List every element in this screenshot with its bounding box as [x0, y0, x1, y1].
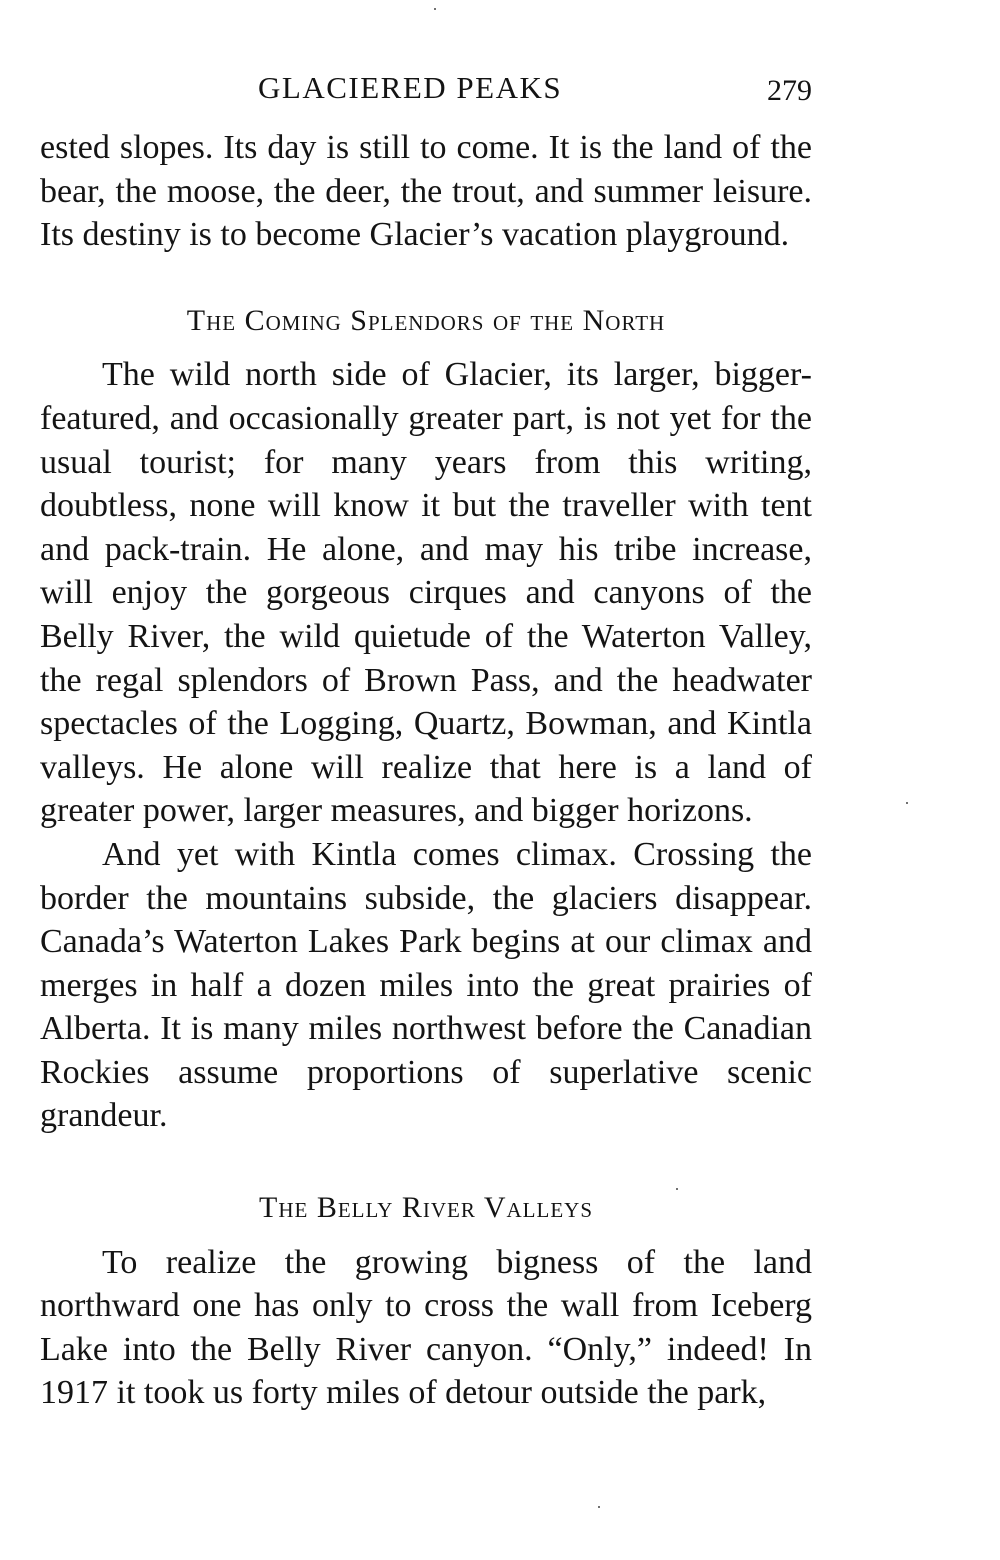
paper-speck — [434, 8, 436, 10]
paragraph-north-side: The wild north side of Glacier, its larger, bigger-featured, and occasionally greater part, is not yet for the usual tourist; for many years from this writing, doubtless, none will know it but the traveller with tent and pack-train. He alone, and may his tribe increase, will enjoy the gorgeous cirques and canyons of the Belly River, the wild quietude of the Waterton Valley, the regal splendors of Brown Pass, and the headwater spectacles of the Logging, Quartz, Bowman, and Kintla valleys. He alone will realize that here is a land of greater power, larger measures, and bigger horizons. — [40, 356, 812, 830]
paragraph-belly-river: To realize the growing bigness of the land northward one has only to cross the wall from Iceberg Lake into the Belly River canyon. “Only,” indeed! In 1917 it took us forty miles of detour outside the park, — [40, 1243, 812, 1412]
page-number: 279 — [767, 74, 812, 107]
running-head — [40, 70, 812, 110]
section-heading-coming-splendors: The Coming Splendors of the North — [186, 303, 666, 337]
body-text — [40, 126, 812, 1415]
section-heading-belly-river: The Belly River Valleys — [259, 1191, 593, 1225]
paper-speck — [598, 1506, 600, 1508]
paragraph-kintla-climax: And yet with Kintla comes climax. Crossing the border the mountains subside, the glaciers disappear. Canada’s Waterton Lakes Park begins at our climax and merges in half a dozen miles into the great prairies of Alberta. It is many miles northwest before the Canadian Rockies assume proportions of superlative scenic grandeur. — [40, 835, 812, 1135]
paper-speck — [676, 1188, 678, 1190]
paper-speck — [906, 802, 908, 804]
paragraph-continued: ested slopes. Its day is still to come. It is the land of the bear, the moose, the deer, the trout, and summer leisure. Its destiny is to become Glacier’s vacation playground. — [40, 129, 812, 254]
running-title: GLACIERED PEAKS — [258, 70, 563, 105]
